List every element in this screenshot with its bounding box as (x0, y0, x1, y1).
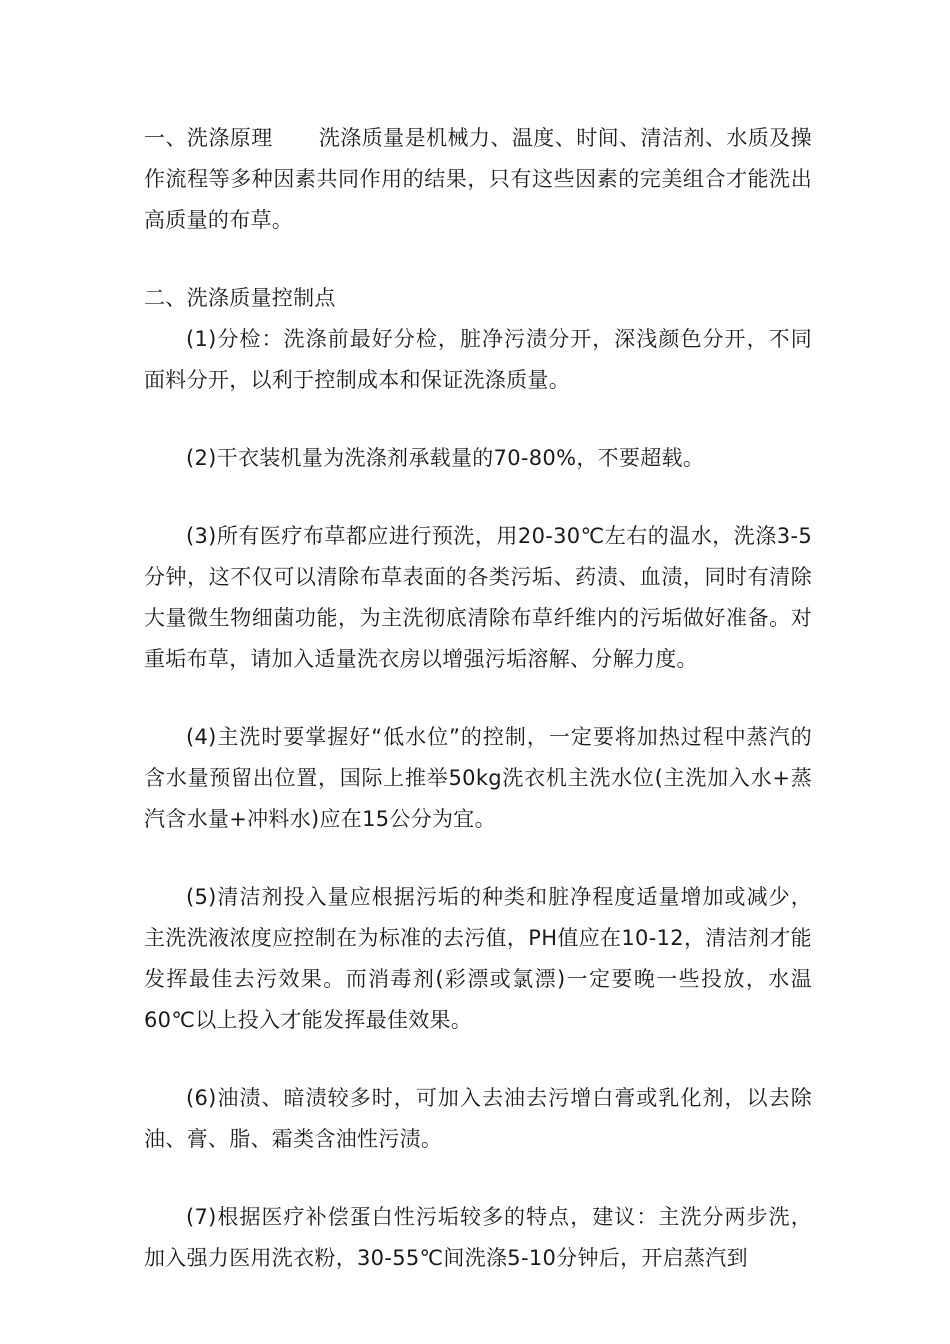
section-1-paragraph (144, 118, 812, 241)
control-point-7: (7)根据医疗补偿蛋白性污垢较多的特点，建议：主洗分两步洗，加入强力医用洗衣粉，30-55℃间洗涤5-10分钟后，开启蒸汽到 (144, 1205, 812, 1270)
control-point-4: (4)主洗时要掌握好“低水位”的控制，一定要将加热过程中蒸汽的含水量预留出位置，国际上推举50kg洗衣机主洗水位(主洗加入水+蒸汽含水量+冲料水)应在15公分为宜。 (144, 725, 812, 831)
control-point-2: (2)干衣装机量为洗涤剂承载量的70-80%，不要超载。 (186, 446, 705, 470)
control-point-6: (6)油渍、暗渍较多时，可加入去油去污增白膏或乳化剂，以去除油、膏、脂、霜类含油性污渍。 (144, 1086, 812, 1151)
control-point-3: (3)所有医疗布草都应进行预洗，用20-30℃左右的温水，洗涤3-5分钟，这不仅可以清除布草表面的各类污垢、药渍、血渍，同时有清除大量微生物细菌功能，为主洗彻底清除布草纤维内的污垢做好准备。对重垢布草，请加入适量洗衣房以增强污垢溶解、分解力度。 (144, 524, 812, 671)
section-1-body: 洗涤质量是机械力、温度、时间、清洁剂、水质及操作流程等多种因素共同作用的结果，只有这些因素的完美组合才能洗出高质量的布草。 (144, 126, 812, 232)
control-point-1: (1)分检：洗涤前最好分检，脏净污渍分开，深浅颜色分开，不同面料分开，以利于控制成本和保证洗涤质量。 (144, 327, 812, 392)
section-2-heading: 二、洗涤质量控制点 (144, 286, 336, 310)
section-1-heading: 一、洗涤原理 (144, 126, 273, 150)
control-point-5: (5)清洁剂投入量应根据污垢的种类和脏净程度适量增加或减少，主洗洗液浓度应控制在为标准的去污值，PH值应在10-12，清洁剂才能发挥最佳去污效果。而消毒剂(彩漂或氯漂)一定要晚一些投放，水温60℃以上投入才能发挥最佳效果。 (144, 885, 812, 1032)
document-body (144, 118, 812, 1316)
